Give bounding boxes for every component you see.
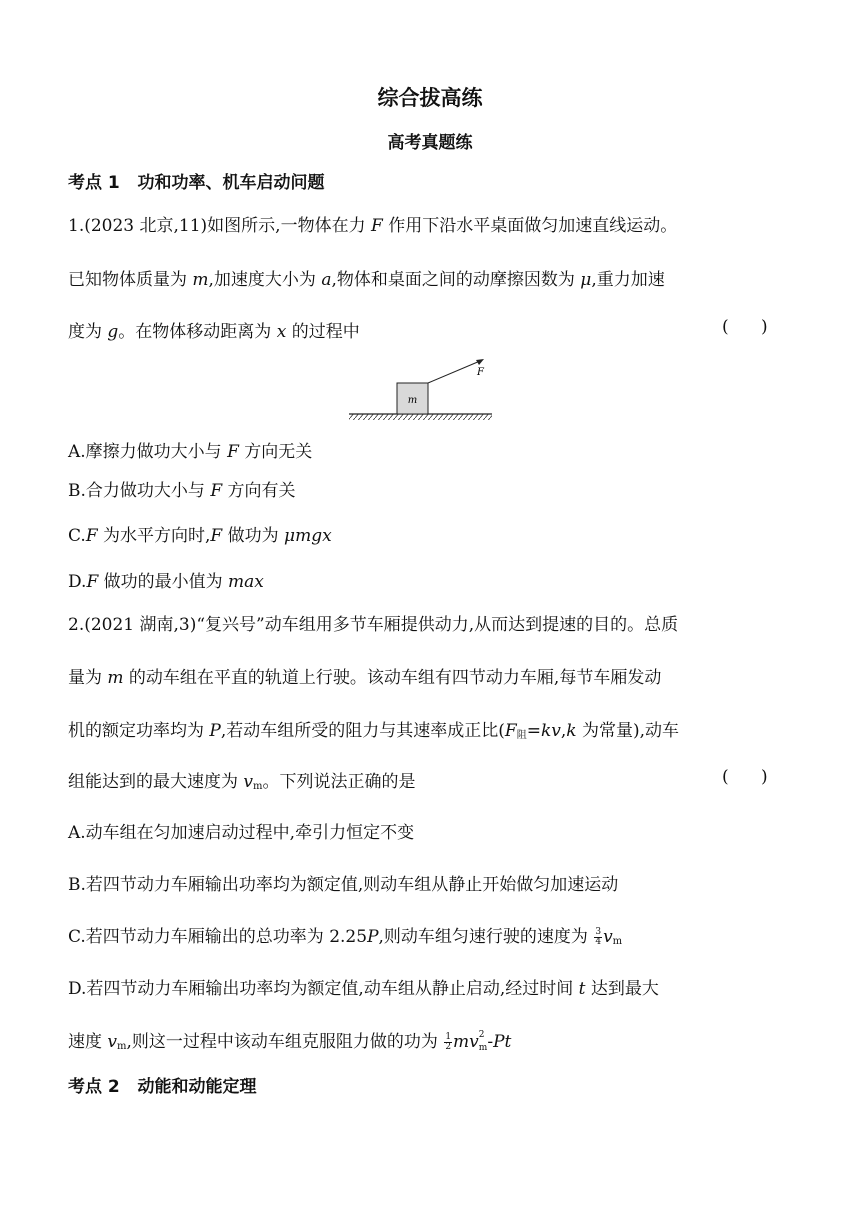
q1-line-1: 1.(2023 北京,11)如图所示,一物体在力 F 作用下沿水平桌面做匀加速直线运动。 <box>68 216 678 236</box>
section-label: 考点 2 <box>68 1077 120 1097</box>
page-subtitle: 高考真题练 <box>387 133 473 153</box>
ground-hatch <box>349 414 492 420</box>
squared-sub-m: 2 m <box>478 1030 488 1053</box>
q1-line-3: 度为 g。在物体移动距离为 x 的过程中 <box>68 322 360 342</box>
section-text: 功和功率、机车启动问题 <box>137 173 325 193</box>
section-text: 动能和动能定理 <box>137 1077 257 1097</box>
q2-option-d-line-1[interactable]: D.若四节动力车厢输出功率均为额定值,动车组从静止启动,经过时间 t 达到最大 <box>68 979 659 999</box>
section-heading-1 <box>68 168 325 193</box>
section-heading-2 <box>68 1072 257 1097</box>
q2-option-d-line-2[interactable]: 速度 $v_m$,则这一过程中该动车组克服阻力做的功为 $\frac{1}{2}$ mv 2 m-Pt <box>68 1030 512 1053</box>
q2-option-c[interactable]: C.若四节动力车厢输出的总功率为 2.25P,则动车组匀速行驶的速度为 $\frac{3}{4}$ $v_m$ <box>68 927 623 947</box>
arrow-head-icon <box>476 359 484 365</box>
q1-option-c[interactable]: C.F 为水平方向时,F 做功为 μmgx <box>68 526 332 546</box>
q1-option-b[interactable]: B.合力做功大小与 F 方向有关 <box>68 481 296 501</box>
force-arrow <box>428 361 480 383</box>
q2-answer-bracket: ( ) <box>722 767 768 787</box>
fraction-1-2: $\frac{1}{2}$ <box>445 1032 452 1052</box>
q1-option-d[interactable]: D.F 做功的最小值为 max <box>68 572 264 592</box>
q2-line-3: 机的额定功率均为 P,若动车组所受的阻力与其速率成正比($F_阻=kv,k$ 为常量),动车 <box>68 721 680 741</box>
q1-answer-bracket: ( ) <box>722 317 768 337</box>
q1-line-2: 已知物体质量为 m,加速度大小为 a,物体和桌面之间的动摩擦因数为 μ,重力加速 <box>68 270 665 290</box>
q2-option-a[interactable]: A.动车组在匀加速启动过程中,牵引力恒定不变 <box>68 823 415 843</box>
section-label: 考点 1 <box>68 173 120 193</box>
q1-figure <box>345 352 495 424</box>
page-title: 综合拔高练 <box>377 86 483 110</box>
q2-option-b[interactable]: B.若四节动力车厢输出功率均为额定值,则动车组从静止开始做匀加速运动 <box>68 875 619 895</box>
q2-line-4: 组能达到的最大速度为 $v_m$。下列说法正确的是 <box>68 772 416 792</box>
q2-line-1: 2.(2021 湖南,3)“复兴号”动车组用多节车厢提供动力,从而达到提速的目的。总质 <box>68 615 679 635</box>
block-label: m <box>407 395 418 406</box>
q2-line-2: 量为 m 的动车组在平直的轨道上行驶。该动车组有四节动力车厢,每节车厢发动 <box>68 668 662 688</box>
fraction-3-4: $\frac{3}{4}$ <box>595 927 602 947</box>
q1-option-a[interactable]: A.摩擦力做功大小与 F 方向无关 <box>68 442 313 462</box>
force-label: F <box>477 367 484 378</box>
